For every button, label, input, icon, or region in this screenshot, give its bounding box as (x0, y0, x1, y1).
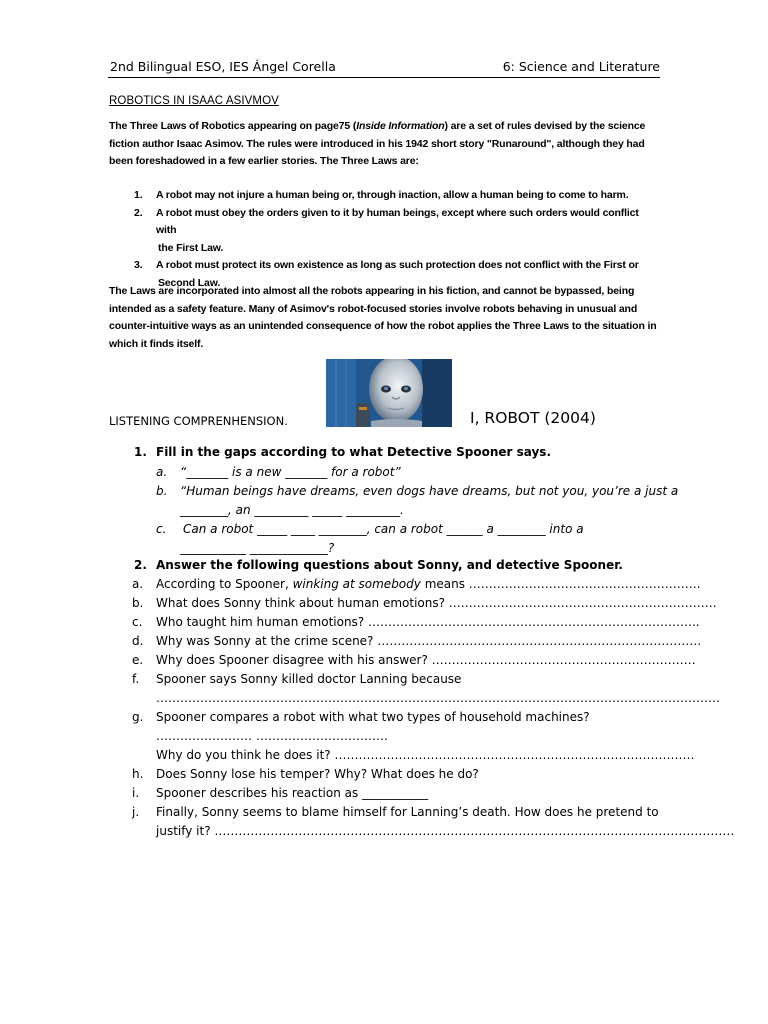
intro-line-2: fiction author Isaac Asimov. The rules were introduced in his 1942 short story "Runaround", although they had (109, 137, 645, 150)
header-left: 2nd Bilingual ESO, IES Ángel Corella (110, 59, 336, 74)
intro-line-3: been foreshadowed in a few earlier stories. The Three Laws are: (109, 155, 419, 167)
item-letter: h. (132, 767, 144, 781)
fill-gap-line: “_______ is a new _______ for a robot” (180, 465, 401, 479)
question-i: Spooner describes his reaction as ___________ (156, 786, 429, 800)
question-j: Finally, Sonny seems to blame himself for Lanning’s death. How does he pretend to (156, 805, 659, 819)
item-letter: i. (132, 786, 140, 800)
section-1 (108, 445, 679, 555)
intro-line-1: The Three Laws of Robotics appearing on page75 (Inside Information) are a set of rules devised by the science (109, 120, 646, 132)
law-item: 2. A robot must obey the orders given to it by human beings, except where such orders would conflict with the First Law. (134, 206, 639, 254)
section-2-number: 2. (134, 558, 147, 572)
item-letter: a. (156, 465, 168, 479)
question-f: Spooner says Sonny killed doctor Lanning because (156, 672, 462, 686)
section-1-heading: Fill in the gaps according to what Detective Spooner says. (156, 445, 552, 459)
question-h: Does Sonny lose his temper? Why? What does he do? (156, 767, 479, 781)
answer-line: justify it? …………………………………………………………………………………………………………………. (156, 824, 735, 838)
fill-gap-line: “Human beings have dreams, even dogs have dreams, but not you, you’re a just a (180, 484, 679, 498)
fill-gap-line: Can a robot _____ ____ ________, can a robot ______ a ________ into a (183, 522, 584, 536)
item-letter: e. (132, 653, 144, 667)
item-letter: a. (132, 577, 144, 591)
question-c: Who taught him human emotions? ……………………………………………………………………….. (156, 615, 700, 629)
item-letter: j. (132, 805, 140, 819)
header-rule (108, 77, 660, 78)
movie-title: I, ROBOT (2004) (470, 409, 596, 427)
item-letter: b. (132, 596, 144, 610)
item-letter: b. (156, 484, 168, 498)
question-g: Spooner compares a robot with what two types of household machines? (156, 710, 590, 724)
item-letter: c. (156, 522, 167, 536)
section-2-heading: Answer the following questions about Sonny, and detective Spooner. (156, 558, 623, 572)
book-title: Inside Information (356, 120, 445, 132)
section-2 (108, 558, 735, 848)
document-title: ROBOTICS IN ISAAC ASIVMOV (109, 95, 279, 107)
laws-paragraph: The Laws are incorporated into almost all the robots appearing in his fiction, and cannot be bypassed, being intended as a safety feature. Many of Asimov's robot-focused stories involve robots behaving in unusual and counter-intuitive ways as an unintended consequence of how the robot applies the Three Laws to the situation in which it finds itself. (109, 285, 657, 350)
question-a: According to Spooner, winking at somebody means …………………………………………………. (156, 577, 701, 591)
item-letter: d. (132, 634, 144, 648)
item-letter: c. (132, 615, 143, 629)
section-1-number: 1. (134, 445, 147, 459)
intro-paragraph (109, 118, 657, 171)
answer-line: …………………… …………………………… (156, 729, 388, 743)
question-g-followup: Why do you think he does it? ……………………………………………………………………………… (156, 748, 695, 762)
question-e: Why does Spooner disagree with his answer? ………………………………………………………… (156, 653, 696, 667)
question-d: Why was Sonny at the crime scene? ……………………………………………………………………… (156, 634, 702, 648)
question-b: What does Sonny think about human emotions? …………………………………………………………. (156, 596, 717, 610)
answer-line: …………………………………………………………………………………………………………………………… (156, 691, 720, 705)
robot-image (326, 359, 452, 427)
fill-gap-line: ________, an _________ _____ _________. (180, 503, 404, 517)
header-right: 6: Science and Literature (502, 59, 660, 74)
item-letter: g. (132, 710, 144, 724)
listening-label: LISTENING COMPRENHENSION. (109, 414, 288, 428)
fill-gap-line: ___________ _____________? (180, 541, 335, 555)
item-letter: f. (132, 672, 140, 686)
page-header (108, 58, 660, 77)
law-item: 1. A robot may not injure a human being or, through inaction, allow a human being to come to harm. (134, 189, 629, 201)
three-laws-list (134, 187, 654, 292)
law-item: 3. A robot must protect its own existence as long as such protection does not conflict with the First or Second Law. (134, 259, 639, 289)
